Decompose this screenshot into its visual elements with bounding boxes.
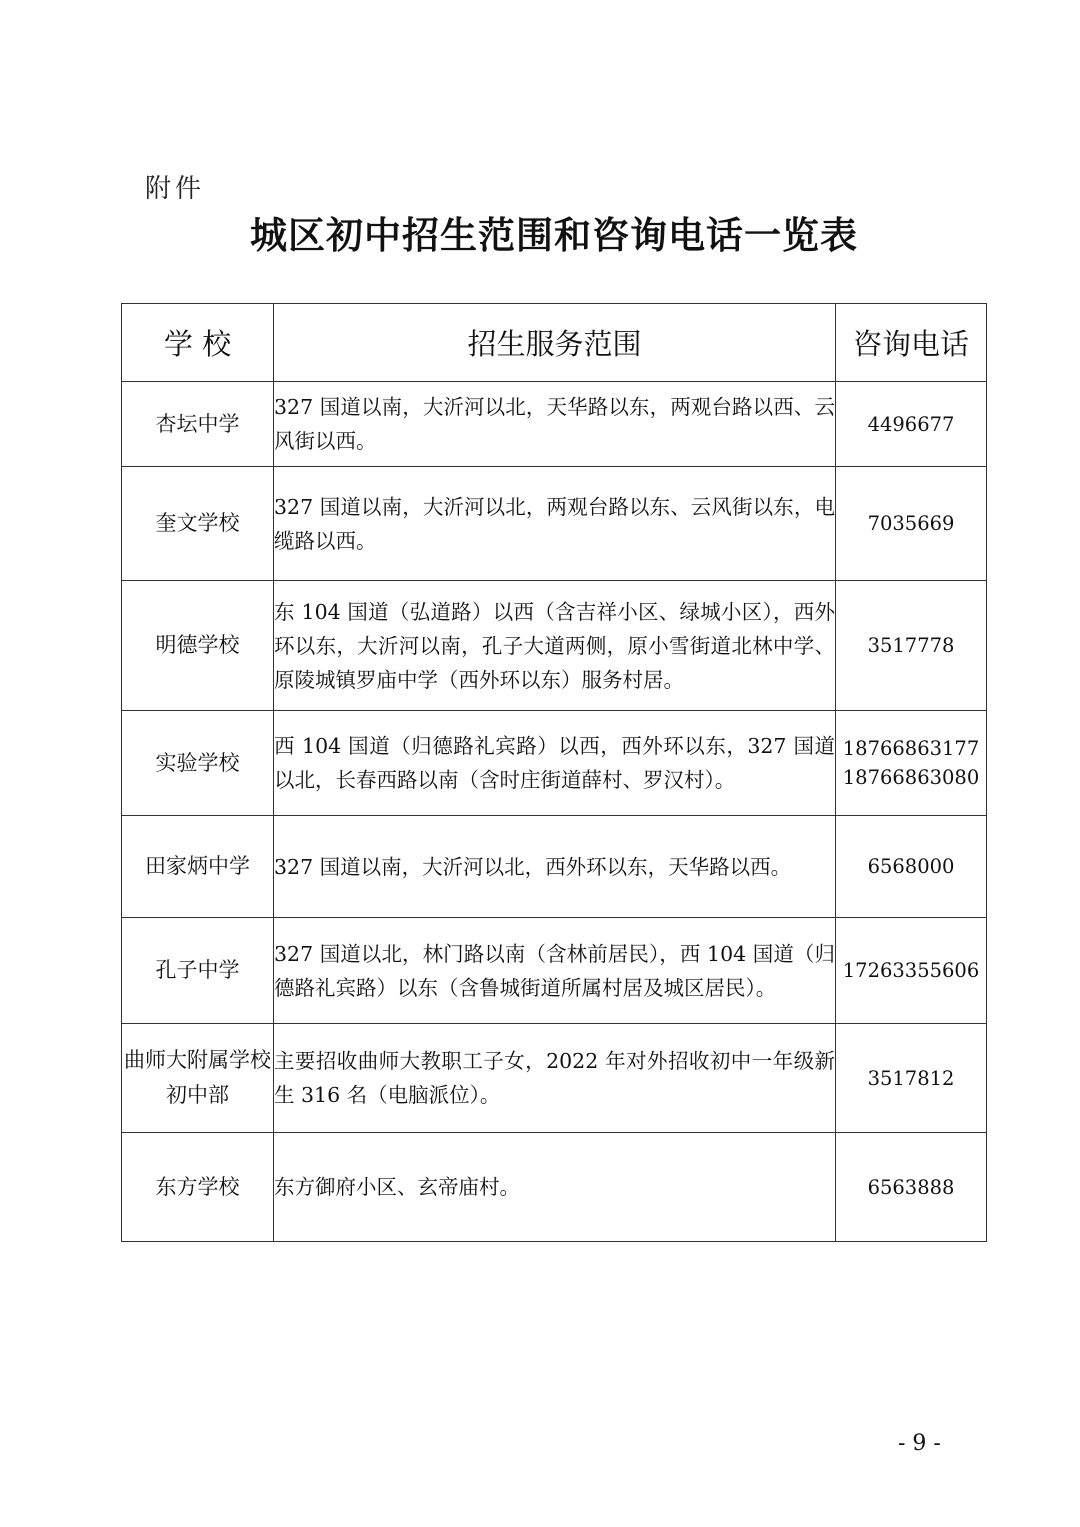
phone-line: 18766863177 [842,737,980,760]
service-range: 327 国道以南，大沂河以北，两观台路以东、云风街以东，电缆路以西。 [274,467,836,581]
table-row [122,467,987,581]
phone-line: 3517778 [867,634,955,657]
phone-line: 17263355606 [842,959,980,982]
school-name: 杏坛中学 [122,382,274,467]
phone-number [836,918,987,1024]
table-row [122,382,987,467]
table-row [122,711,987,816]
school-name: 孔子中学 [122,918,274,1024]
table-row [122,816,987,918]
phone-line: 6568000 [867,855,955,878]
school-name: 奎文学校 [122,467,274,581]
school-name: 曲师大附属学校初中部 [122,1024,274,1133]
school-name: 东方学校 [122,1133,274,1242]
school-name: 田家炳中学 [122,816,274,918]
service-range: 东方御府小区、玄帝庙村。 [274,1133,836,1242]
service-range: 327 国道以南，大沂河以北，西外环以东，天华路以西。 [274,816,836,918]
service-range: 327 国道以南，大沂河以北，天华路以东，两观台路以西、云风街以西。 [274,382,836,467]
phone-number [836,1024,987,1133]
school-name: 实验学校 [122,711,274,816]
service-range: 327 国道以北，林门路以南（含林前居民），西 104 国道（归德路礼宾路）以东（含鲁城街道所属村居及城区居民）。 [274,918,836,1024]
table-row [122,918,987,1024]
table-header-row [122,304,987,382]
header-range: 招生服务范围 [274,304,836,382]
table-row [122,1133,987,1242]
enrollment-table [121,303,987,1242]
phone-number [836,382,987,467]
phone-number [836,1133,987,1242]
document-title: 城区初中招生范围和咨询电话一览表 [250,213,858,257]
school-name: 明德学校 [122,581,274,711]
page-number: - 9 - [898,1431,941,1456]
phone-number [836,467,987,581]
phone-line: 6563888 [867,1175,955,1199]
phone-line: 7035669 [867,512,955,535]
phone-line: 3517812 [867,1066,955,1090]
service-range: 主要招收曲师大教职工子女，2022 年对外招收初中一年级新生 316 名（电脑派位）。 [274,1024,836,1133]
service-range: 东 104 国道（弘道路）以西（含吉祥小区、绿城小区），西外环以东，大沂河以南，孔子大道两侧，原小雪街道北林中学、原陵城镇罗庙中学（西外环以东）服务村居。 [274,581,836,711]
table-row [122,1024,987,1133]
service-range: 西 104 国道（归德路礼宾路）以西，西外环以东，327 国道以北，长春西路以南（含时庄街道薛村、罗汉村）。 [274,711,836,816]
phone-number [836,816,987,918]
phone-number [836,581,987,711]
header-phone: 咨询电话 [836,304,987,382]
phone-number [836,711,987,816]
phone-line: 4496677 [867,412,955,436]
header-school: 学 校 [122,304,274,382]
phone-line: 18766863080 [842,766,980,789]
table-row [122,581,987,711]
attachment-label: 附件 [145,174,206,204]
